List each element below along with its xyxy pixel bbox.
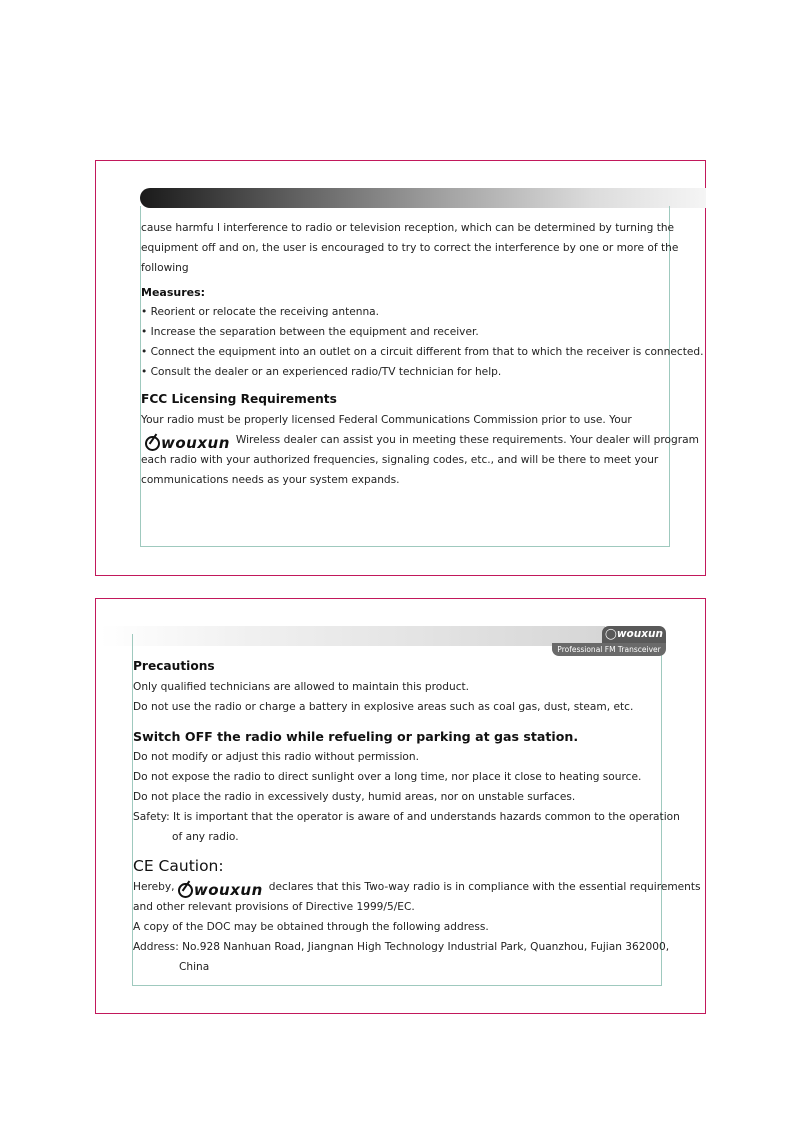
switch-off-heading: Switch OFF the radio while refueling or parking at gas station. xyxy=(133,729,579,744)
badge-logo: ◯wouxun xyxy=(602,626,666,643)
ce-heading: CE Caution: xyxy=(133,857,224,875)
page-1-header-bar xyxy=(140,188,706,208)
safety-line: Do not place the radio in excessively dusty, humid areas, nor on unstable surfaces. xyxy=(133,791,576,803)
intro-line: following xyxy=(141,262,189,274)
ce-line: China xyxy=(179,961,210,973)
fcc-line: each radio with your authorized frequencies, signaling codes, etc., and will be there to meet your xyxy=(141,454,659,466)
precautions-heading: Precautions xyxy=(133,659,215,673)
ce-line: and other relevant provisions of Directive 1999/5/EC. xyxy=(133,901,415,913)
safety-line: Do not modify or adjust this radio without permission. xyxy=(133,751,419,763)
wouxun-logo-icon: ◯ xyxy=(605,628,617,640)
badge-tagline: Professional FM Transceiver xyxy=(552,643,666,656)
safety-line: Do not expose the radio to direct sunlight over a long time, nor place it close to heating source. xyxy=(133,771,642,783)
intro-line: cause harmfu l interference to radio or television reception, which can be determined by turning the xyxy=(141,222,675,234)
ce-line-with-logo: Hereby, wouxun declares that this Two-way radio is in compliance with the essential requirements xyxy=(133,881,701,899)
brand-badge xyxy=(552,626,666,656)
fcc-line-with-logo: wouxun Wireless dealer can assist you in meeting these requirements. Your dealer will program xyxy=(145,430,699,453)
ce-line: Address: No.928 Nanhuan Road, Jiangnan High Technology Industrial Park, Quanzhou, Fujian 362000, xyxy=(133,941,670,953)
wouxun-logo: wouxun xyxy=(178,880,263,900)
measure-item: • Consult the dealer or an experienced radio/TV technician for help. xyxy=(141,366,502,378)
safety-line: of any radio. xyxy=(172,831,239,843)
safety-line: Safety: It is important that the operator is aware of and understands hazards common to the operation xyxy=(133,811,680,823)
precaution-line: Do not use the radio or charge a battery in explosive areas such as coal gas, dust, steam, etc. xyxy=(133,701,634,713)
measure-item: • Increase the separation between the equipment and receiver. xyxy=(141,326,479,338)
ce-line: A copy of the DOC may be obtained through the following address. xyxy=(133,921,489,933)
wouxun-logo-icon xyxy=(178,883,193,898)
measures-heading: Measures: xyxy=(141,286,206,299)
wouxun-logo-icon xyxy=(145,436,160,451)
measure-item: • Reorient or relocate the receiving antenna. xyxy=(141,306,380,318)
fcc-line: communications needs as your system expands. xyxy=(141,474,400,486)
intro-line: equipment off and on, the user is encouraged to try to correct the interference by one or more of the xyxy=(141,242,679,254)
fcc-line: Your radio must be properly licensed Federal Communications Commission prior to use. Your xyxy=(141,414,632,426)
fcc-heading: FCC Licensing Requirements xyxy=(141,392,337,406)
precaution-line: Only qualified technicians are allowed to maintain this product. xyxy=(133,681,470,693)
wouxun-logo: wouxun xyxy=(145,433,230,453)
measure-item: • Connect the equipment into an outlet on a circuit different from that to which the receiver is connected. xyxy=(141,346,704,358)
